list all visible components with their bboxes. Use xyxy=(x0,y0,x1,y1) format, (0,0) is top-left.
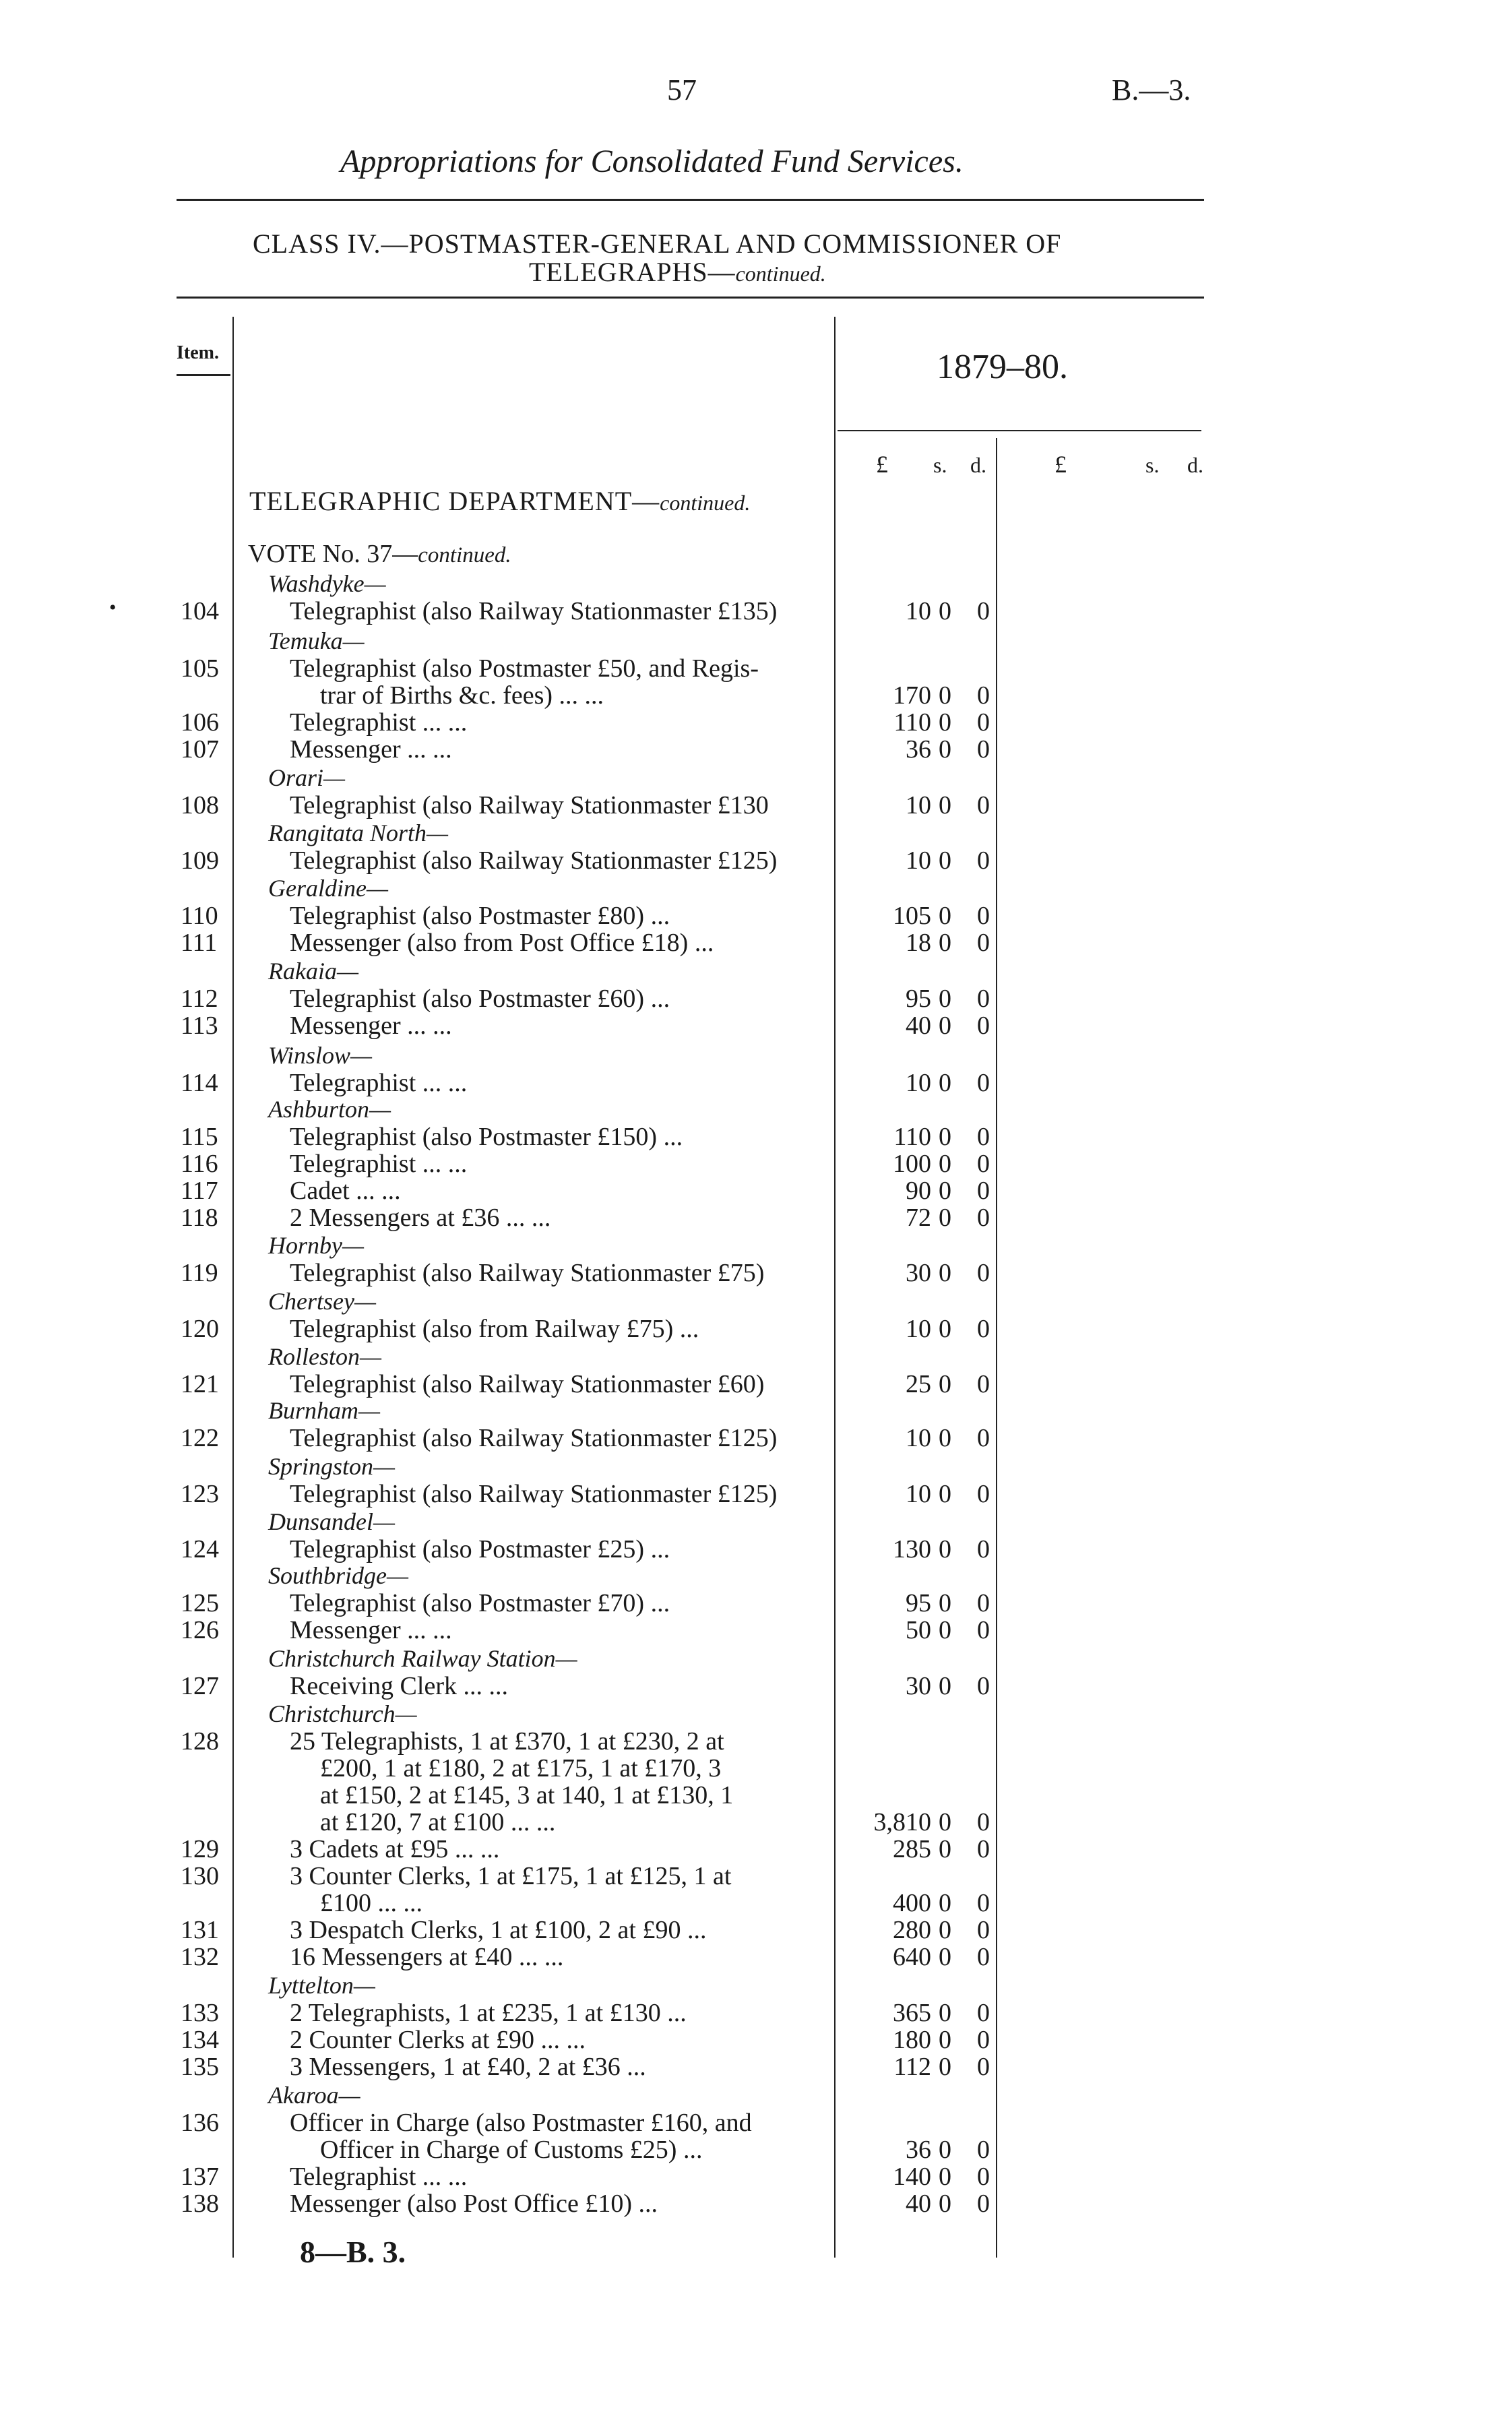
amount-pounds: 110 xyxy=(893,1123,931,1151)
amount-pence: 0 xyxy=(977,2163,990,2191)
pence-header-2: d. xyxy=(1187,453,1203,477)
item-number: 127 xyxy=(181,1672,219,1700)
item-number: 107 xyxy=(181,735,219,764)
place-heading: Chertsey— xyxy=(268,1288,376,1315)
amount-shillings: 0 xyxy=(939,1315,951,1343)
amount-pence: 0 xyxy=(977,2026,990,2054)
item-number: 122 xyxy=(181,1424,219,1452)
amount-pounds: 72 xyxy=(906,1204,931,1232)
amount-shillings: 0 xyxy=(939,1480,951,1508)
amount-pounds: 36 xyxy=(906,2136,931,2164)
item-description: Telegraphist (also Railway Stationmaster £75) xyxy=(290,1259,765,1287)
place-heading: Springston— xyxy=(268,1453,396,1480)
place-heading: Geraldine— xyxy=(268,875,388,902)
place-heading: Lyttelton— xyxy=(268,1972,375,1999)
amount-shillings: 0 xyxy=(939,1259,951,1287)
amount-shillings: 0 xyxy=(939,791,951,819)
item-description: Messenger (also from Post Office £18) ... xyxy=(290,929,714,957)
item-description: £100 ... ... xyxy=(320,1889,422,1917)
item-number: 138 xyxy=(181,2190,219,2218)
item-number: 115 xyxy=(181,1123,218,1151)
item-number: 130 xyxy=(181,1862,219,1890)
amount-shillings: 0 xyxy=(939,1177,951,1205)
amount-pence: 0 xyxy=(977,1480,990,1508)
amount-shillings: 0 xyxy=(939,1150,951,1178)
amount-shillings: 0 xyxy=(939,1835,951,1863)
amount-shillings: 0 xyxy=(939,735,951,764)
shilling-header-2: s. xyxy=(1145,453,1160,477)
item-description: Messenger ... ... xyxy=(290,735,452,764)
item-number: 124 xyxy=(181,1535,219,1563)
item-description: 3 Counter Clerks, 1 at £175, 1 at £125, 1 at xyxy=(290,1862,732,1890)
amount-pounds: 95 xyxy=(906,985,931,1013)
place-heading: Christchurch— xyxy=(268,1700,417,1727)
item-description: 3 Cadets at £95 ... ... xyxy=(290,1835,500,1863)
amount-pounds: 170 xyxy=(893,681,931,710)
item-description: 3 Despatch Clerks, 1 at £100, 2 at £90 ... xyxy=(290,1916,707,1944)
amount-pence: 0 xyxy=(977,735,990,764)
item-number: 121 xyxy=(181,1370,219,1398)
item-description: Telegraphist (also Railway Stationmaster £130 xyxy=(290,791,769,819)
item-description: Telegraphist ... ... xyxy=(290,708,468,737)
item-number: 137 xyxy=(181,2163,219,2191)
item-number: 128 xyxy=(181,1727,219,1756)
item-description: Telegraphist (also Railway Stationmaster £135) xyxy=(290,597,778,625)
item-header-rule xyxy=(177,374,230,376)
item-description: Telegraphist (also Postmaster £50, and Regis- xyxy=(290,654,759,683)
vote-heading: VOTE No. 37—continued. xyxy=(248,540,511,568)
amount-shillings: 0 xyxy=(939,902,951,930)
pound-header: £ xyxy=(876,451,888,478)
place-heading: Orari— xyxy=(268,764,346,791)
item-number: 113 xyxy=(181,1012,218,1040)
item-description: Telegraphist ... ... xyxy=(290,1069,468,1097)
amount-pence: 0 xyxy=(977,1012,990,1040)
amount-pounds: 90 xyxy=(906,1177,931,1205)
item-description: 2 Messengers at £36 ... ... xyxy=(290,1204,551,1232)
amount-pounds: 112 xyxy=(893,2053,931,2081)
item-description: Messenger ... ... xyxy=(290,1616,452,1644)
amount-pounds: 180 xyxy=(893,2026,931,2054)
amount-pounds: 140 xyxy=(893,2163,931,2191)
place-heading: Rakaia— xyxy=(268,958,358,985)
item-description: Cadet ... ... xyxy=(290,1177,401,1205)
item-description: at £120, 7 at £100 ... ... xyxy=(320,1808,556,1836)
amount-shillings: 0 xyxy=(939,1889,951,1917)
amount-shillings: 0 xyxy=(939,2190,951,2218)
amount-pounds: 3,810 xyxy=(873,1808,931,1836)
amount-pence: 0 xyxy=(977,1999,990,2027)
shilling-header: s. xyxy=(933,453,947,477)
class-title-line2: TELEGRAPHS—continued. xyxy=(529,257,826,287)
amount-shillings: 0 xyxy=(939,1535,951,1563)
amount-pence: 0 xyxy=(977,929,990,957)
amount-pence: 0 xyxy=(977,1069,990,1097)
amount-shillings: 0 xyxy=(939,929,951,957)
amount-shillings: 0 xyxy=(939,2053,951,2081)
item-description: Telegraphist (also Railway Stationmaster £60) xyxy=(290,1370,765,1398)
amount-pounds: 100 xyxy=(893,1150,931,1178)
amount-pence: 0 xyxy=(977,1123,990,1151)
pence-column-rule xyxy=(996,438,997,2258)
item-description: Telegraphist (also Postmaster £25) ... xyxy=(290,1535,670,1563)
item-number: 109 xyxy=(181,846,219,875)
amount-shillings: 0 xyxy=(939,1012,951,1040)
amount-shillings: 0 xyxy=(939,1999,951,2027)
item-description: Officer in Charge (also Postmaster £160, and xyxy=(290,2109,752,2137)
item-number: 112 xyxy=(181,985,218,1013)
amount-pounds: 18 xyxy=(906,929,931,957)
place-heading: Dunsandel— xyxy=(268,1508,395,1535)
item-description: Messenger ... ... xyxy=(290,1012,452,1040)
item-number: 104 xyxy=(181,597,219,625)
amount-shillings: 0 xyxy=(939,1204,951,1232)
amount-pounds: 640 xyxy=(893,1943,931,1971)
item-description: Telegraphist (also Railway Stationmaster £125) xyxy=(290,1424,778,1452)
amount-pounds: 105 xyxy=(893,902,931,930)
margin-mark: • xyxy=(109,596,117,619)
item-description: 25 Telegraphists, 1 at £370, 1 at £230, 2 at xyxy=(290,1727,724,1756)
amount-pounds: 36 xyxy=(906,735,931,764)
amount-pounds: 130 xyxy=(893,1535,931,1563)
item-number: 116 xyxy=(181,1150,218,1178)
amount-pence: 0 xyxy=(977,681,990,710)
amount-pence: 0 xyxy=(977,1424,990,1452)
amount-pounds: 110 xyxy=(893,708,931,737)
item-number: 119 xyxy=(181,1259,218,1287)
amount-shillings: 0 xyxy=(939,2163,951,2191)
year-header: 1879–80. xyxy=(937,348,1068,386)
amount-pence: 0 xyxy=(977,985,990,1013)
pound-header-2: £ xyxy=(1054,451,1067,478)
amount-pounds: 10 xyxy=(906,597,931,625)
amount-pounds: 400 xyxy=(893,1889,931,1917)
item-description: Telegraphist (also Railway Stationmaster £125) xyxy=(290,846,778,875)
amount-shillings: 0 xyxy=(939,1424,951,1452)
place-heading: Rangitata North— xyxy=(268,819,449,846)
amount-shillings: 0 xyxy=(939,1123,951,1151)
place-heading: Christchurch Railway Station— xyxy=(268,1645,577,1672)
place-heading: Burnham— xyxy=(268,1397,381,1424)
item-number: 129 xyxy=(181,1835,219,1863)
item-column-rule xyxy=(232,317,234,2258)
amount-shillings: 0 xyxy=(939,1370,951,1398)
amount-pounds: 365 xyxy=(893,1999,931,2027)
amount-pounds: 95 xyxy=(906,1589,931,1617)
description-column-rule xyxy=(834,317,836,2258)
class-rule xyxy=(177,297,1204,299)
item-number: 131 xyxy=(181,1916,219,1944)
amount-pence: 0 xyxy=(977,1916,990,1944)
amount-pence: 0 xyxy=(977,597,990,625)
item-description: Telegraphist (also Postmaster £150) ... xyxy=(290,1123,683,1151)
amount-shillings: 0 xyxy=(939,1589,951,1617)
item-number: 135 xyxy=(181,2053,219,2081)
item-description: Telegraphist (also from Railway £75) ... xyxy=(290,1315,699,1343)
year-rule xyxy=(838,430,1201,431)
item-description: 16 Messengers at £40 ... ... xyxy=(290,1943,564,1971)
amount-pence: 0 xyxy=(977,2190,990,2218)
amount-pence: 0 xyxy=(977,1808,990,1836)
amount-pence: 0 xyxy=(977,1150,990,1178)
amount-pounds: 40 xyxy=(906,2190,931,2218)
item-description: Officer in Charge of Customs £25) ... xyxy=(320,2136,703,2164)
item-number: 125 xyxy=(181,1589,219,1617)
amount-pence: 0 xyxy=(977,2136,990,2164)
page-heading: Appropriations for Consolidated Fund Services. xyxy=(340,144,964,179)
item-description: Telegraphist (also Postmaster £70) ... xyxy=(290,1589,670,1617)
amount-pence: 0 xyxy=(977,1835,990,1863)
amount-pounds: 10 xyxy=(906,1069,931,1097)
amount-pence: 0 xyxy=(977,791,990,819)
item-description: at £150, 2 at £145, 3 at 140, 1 at £130, 1 xyxy=(320,1781,734,1809)
page-number: 57 xyxy=(667,73,697,106)
class-title-line1: CLASS IV.—POSTMASTER-GENERAL AND COMMISSIONER OF xyxy=(253,228,1062,259)
amount-pence: 0 xyxy=(977,708,990,737)
item-column-header: Item. xyxy=(177,342,219,363)
amount-pence: 0 xyxy=(977,1204,990,1232)
amount-shillings: 0 xyxy=(939,1069,951,1097)
amount-pounds: 50 xyxy=(906,1616,931,1644)
item-description: trar of Births &c. fees) ... ... xyxy=(320,681,604,710)
item-number: 123 xyxy=(181,1480,219,1508)
amount-shillings: 0 xyxy=(939,1616,951,1644)
item-number: 134 xyxy=(181,2026,219,2054)
item-number: 114 xyxy=(181,1069,218,1097)
item-number: 108 xyxy=(181,791,219,819)
item-number: 117 xyxy=(181,1177,218,1205)
place-heading: Washdyke— xyxy=(268,570,386,597)
item-number: 111 xyxy=(181,929,218,957)
place-heading: Winslow— xyxy=(268,1042,373,1069)
amount-pence: 0 xyxy=(977,1943,990,1971)
amount-shillings: 0 xyxy=(939,681,951,710)
item-description: £200, 1 at £180, 2 at £175, 1 at £170, 3 xyxy=(320,1754,722,1782)
item-description: Telegraphist (also Railway Stationmaster £125) xyxy=(290,1480,778,1508)
place-heading: Akaroa— xyxy=(268,2082,360,2109)
amount-pence: 0 xyxy=(977,1535,990,1563)
place-heading: Rolleston— xyxy=(268,1343,381,1370)
amount-pounds: 10 xyxy=(906,1315,931,1343)
item-number: 106 xyxy=(181,708,219,737)
amount-shillings: 0 xyxy=(939,2136,951,2164)
amount-pence: 0 xyxy=(977,1589,990,1617)
top-rule xyxy=(177,199,1204,201)
item-description: 2 Telegraphists, 1 at £235, 1 at £130 ... xyxy=(290,1999,687,2027)
pence-header: d. xyxy=(970,453,986,477)
amount-pounds: 285 xyxy=(893,1835,931,1863)
item-description: 2 Counter Clerks at £90 ... ... xyxy=(290,2026,586,2054)
amount-shillings: 0 xyxy=(939,1916,951,1944)
item-description: Telegraphist (also Postmaster £60) ... xyxy=(290,985,670,1013)
amount-pence: 0 xyxy=(977,1370,990,1398)
place-heading: Southbridge— xyxy=(268,1562,409,1589)
amount-pounds: 25 xyxy=(906,1370,931,1398)
amount-pence: 0 xyxy=(977,1889,990,1917)
item-number: 120 xyxy=(181,1315,219,1343)
amount-pence: 0 xyxy=(977,1616,990,1644)
amount-pence: 0 xyxy=(977,1315,990,1343)
place-heading: Temuka— xyxy=(268,627,365,654)
item-description: Telegraphist ... ... xyxy=(290,2163,468,2191)
item-description: Messenger (also Post Office £10) ... xyxy=(290,2190,658,2218)
amount-shillings: 0 xyxy=(939,1672,951,1700)
amount-pounds: 10 xyxy=(906,791,931,819)
amount-shillings: 0 xyxy=(939,1808,951,1836)
amount-pounds: 30 xyxy=(906,1672,931,1700)
amount-pence: 0 xyxy=(977,2053,990,2081)
item-number: 105 xyxy=(181,654,219,683)
item-description: 3 Messengers, 1 at £40, 2 at £36 ... xyxy=(290,2053,646,2081)
item-number: 133 xyxy=(181,1999,219,2027)
amount-pence: 0 xyxy=(977,1259,990,1287)
amount-shillings: 0 xyxy=(939,597,951,625)
amount-pence: 0 xyxy=(977,902,990,930)
amount-pence: 0 xyxy=(977,846,990,875)
amount-pounds: 10 xyxy=(906,1480,931,1508)
amount-shillings: 0 xyxy=(939,846,951,875)
amount-pounds: 280 xyxy=(893,1916,931,1944)
item-description: Telegraphist ... ... xyxy=(290,1150,468,1178)
amount-shillings: 0 xyxy=(939,2026,951,2054)
place-heading: Hornby— xyxy=(268,1232,364,1259)
item-description: Telegraphist (also Postmaster £80) ... xyxy=(290,902,670,930)
item-number: 136 xyxy=(181,2109,219,2137)
item-number: 126 xyxy=(181,1616,219,1644)
amount-shillings: 0 xyxy=(939,985,951,1013)
item-number: 132 xyxy=(181,1943,219,1971)
signature-footer: 8—B. 3. xyxy=(300,2235,406,2269)
amount-pence: 0 xyxy=(977,1177,990,1205)
amount-pounds: 10 xyxy=(906,846,931,875)
amount-pounds: 10 xyxy=(906,1424,931,1452)
item-number: 110 xyxy=(181,902,218,930)
department-heading: TELEGRAPHIC DEPARTMENT—continued. xyxy=(249,486,751,516)
place-heading: Ashburton— xyxy=(268,1096,391,1123)
amount-shillings: 0 xyxy=(939,708,951,737)
document-reference: B.—3. xyxy=(1112,73,1191,106)
amount-pence: 0 xyxy=(977,1672,990,1700)
amount-pounds: 30 xyxy=(906,1259,931,1287)
item-description: Receiving Clerk ... ... xyxy=(290,1672,508,1700)
amount-shillings: 0 xyxy=(939,1943,951,1971)
amount-pounds: 40 xyxy=(906,1012,931,1040)
item-number: 118 xyxy=(181,1204,218,1232)
